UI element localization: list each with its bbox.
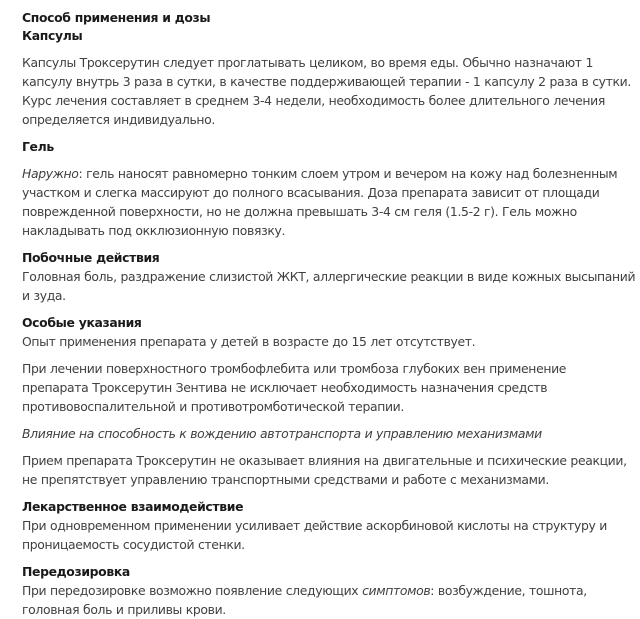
gel-dosage-text — [22, 164, 636, 240]
capsules-dosage-text: Капсулы Троксерутин следует проглатывать целиком, во время еды. Обычно назначают 1 капсулу внутрь 3 раза в сутки, в качестве поддерживающей терапии - 1 капсулу 2 раза в сутки. Курс лечения составляет в среднем 3-4 недели, необходимость более длительного лечения определяется индивидуально. — [22, 55, 631, 127]
side-effects-text: Головная боль, раздражение слизистой ЖКТ, аллергические реакции в виде кожных высыпаний и зуда. — [22, 269, 636, 303]
overdose-symptoms-word: симптомов — [362, 583, 431, 598]
overdose-text-end: : возбуждение, тошнота, головная боль и приливы крови. — [22, 583, 587, 617]
gel-dosage-body: : гель наносят равномерно тонким слоем утром и вечером на кожу над болезненным участком и слегка массируют до полного всасывания. Доза препарата зависит от площади поврежденной поверхности, но не должна превышать 3-4 см геля (1.5-2 г). Гель можно накладывать под окклюзионную повязку. — [22, 166, 618, 238]
section-title-overdose: Передозировка — [22, 564, 130, 579]
section-title-special-instructions: Особые указания — [22, 315, 142, 330]
driving-subtitle — [22, 424, 636, 443]
subsection-title-capsules: Капсулы — [22, 28, 83, 43]
driving-text: Прием препарата Троксерутин не оказывает влияния на двигательные и психические реакции, не препятствует управлению транспортными средствами и работе с механизмами. — [22, 453, 627, 487]
section-title-side-effects: Побочные действия — [22, 250, 160, 265]
special-instructions-children-text: Опыт применения препарата у детей в возрасте до 15 лет отсутствует. — [22, 334, 476, 349]
gel-external-label: Наружно — [22, 166, 79, 181]
overdose-text-start: При передозировке возможно появление следующих — [22, 583, 363, 598]
special-instructions-thrombophlebitis-text: При лечении поверхностного тромбофлебита или тромбоза глубоких вен применение препарата Троксерутин Зентива не исключает необходимость назначения средств противовоспалительной и противотромботической терапии. — [22, 361, 567, 414]
driving-subtitle-text: Влияние на способность к вождению автотранспорта и управлению механизмами — [22, 426, 542, 441]
overdose-text — [22, 581, 636, 619]
subsection-title-gel: Гель — [22, 139, 54, 154]
drug-instructions-document — [22, 9, 636, 619]
section-title-interactions: Лекарственное взаимодействие — [22, 499, 244, 514]
interactions-text: При одновременном применении усиливает действие аскорбиновой кислоты на структуру и проницаемость сосудистой стенки. — [22, 518, 607, 552]
section-title-dosage: Способ применения и дозы — [22, 10, 211, 25]
